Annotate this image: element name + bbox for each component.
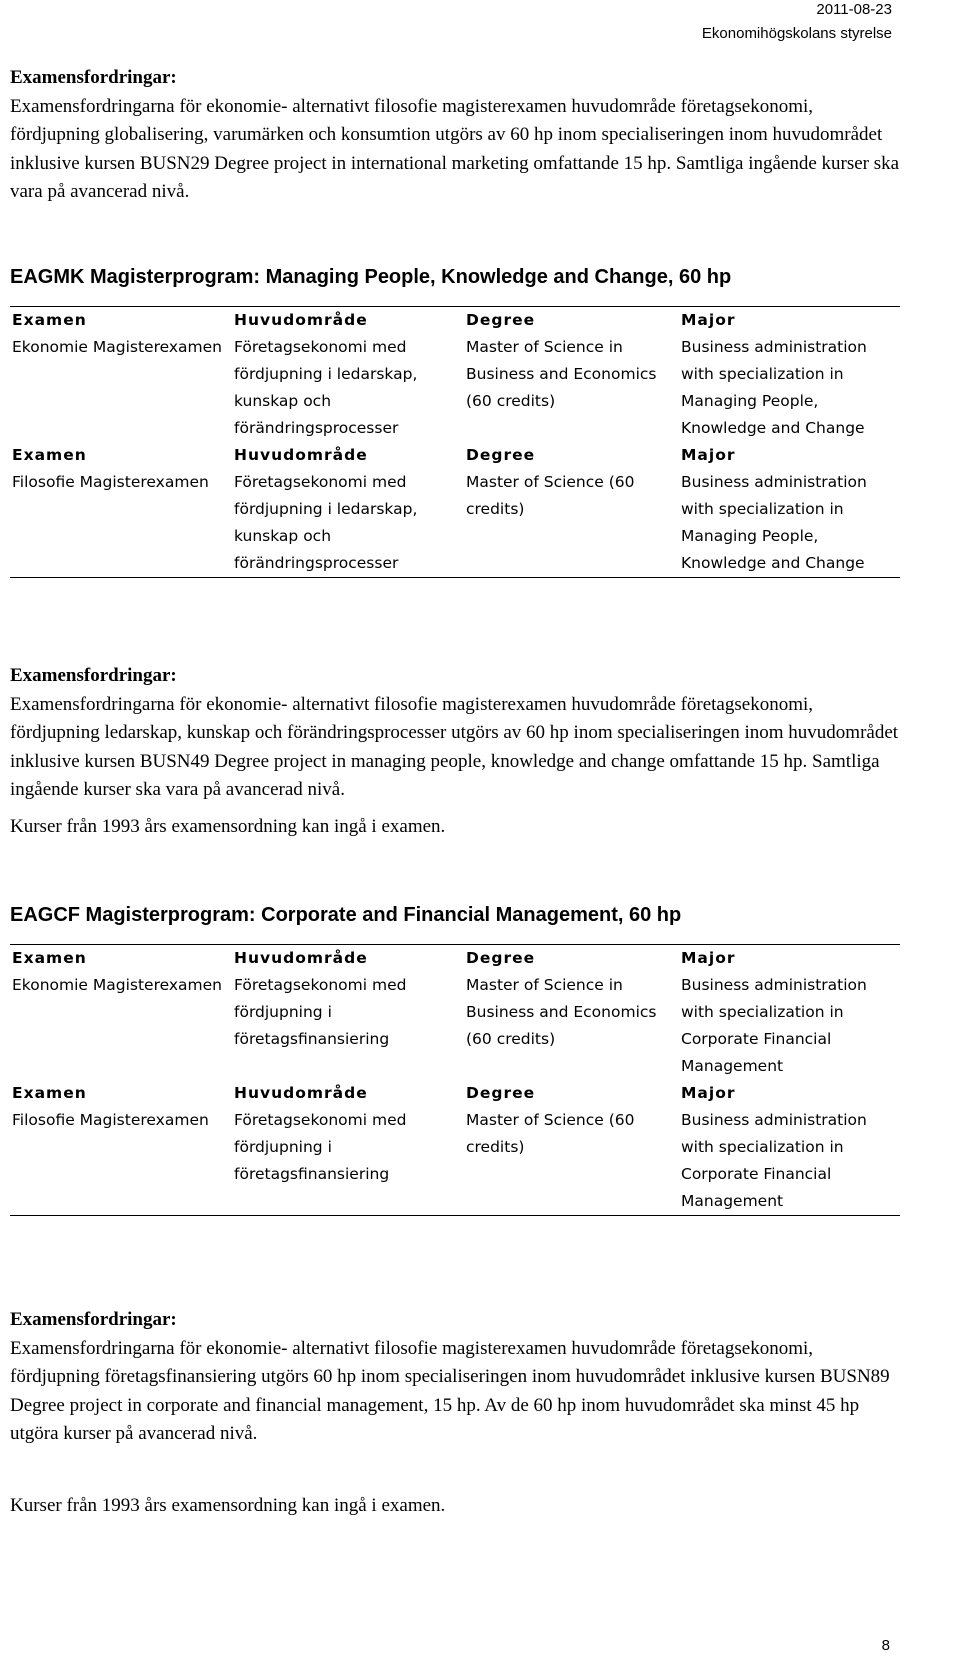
col-header-major: Major [681,949,736,967]
cell-examen: Filosofie Magisterexamen [12,1111,209,1129]
program-title-eagcf: EAGCF Magisterprogram: Corporate and Financial Management, 60 hp [10,904,682,926]
col-header-huvudomrade: Huvudområde [234,311,368,329]
requirements-section-2 [10,662,900,805]
requirements-text: Examensfordringarna för ekonomie- alternativt filosofie magisterexamen huvudområde företagsekonomi, fördjupning företagsfinansiering utgörs 60 hp inom specialiseringen inom huvudområdet inklusive kursen BUSN89 Degree project in corporate and financial management, 15 hp. Av de 60 hp inom huvudområdet ska minst 45 hp utgöra kurser på avancerad nivå. [10,1337,890,1444]
requirements-section-1 [10,64,900,207]
col-header-major: Major [681,311,736,329]
table-row [10,972,900,1080]
cell-major: Business administration with specialization in Corporate Financial Management [681,976,867,1075]
col-header-huvudomrade: Huvudområde [234,446,368,464]
col-header-major: Major [681,446,736,464]
col-header-examen: Examen [12,446,87,464]
table-header-row [10,945,900,973]
table-row [10,469,900,578]
table-row [10,334,900,442]
degree-table-eagcf [10,944,900,1216]
requirements-title: Examensfordringar: [10,1309,177,1330]
table-header-row [10,442,900,469]
col-header-examen: Examen [12,949,87,967]
degree-table-eagmk [10,306,900,578]
cell-degree: Master of Science (60 credits) [466,1111,635,1156]
col-header-examen: Examen [12,1084,87,1102]
col-header-huvudomrade: Huvudområde [234,949,368,967]
requirements-title: Examensfordringar: [10,67,177,88]
cell-huvudomrade: Företagsekonomi med fördjupning i ledarskap, kunskap och förändringsprocesser [234,338,418,437]
col-header-major: Major [681,1084,736,1102]
requirements-text: Examensfordringarna för ekonomie- alternativt filosofie magisterexamen huvudområde företagsekonomi, fördjupning globalisering, varumärken och konsumtion utgörs av 60 hp inom specialiseringen inom huvudområdet inklusive kursen BUSN29 Degree project in international marketing omfattande 15 hp. Samtliga ingående kurser ska vara på avancerad nivå. [10,95,900,202]
header-date: 2011-08-23 [816,1,892,18]
col-header-degree: Degree [466,1084,536,1102]
table-header-row [10,1080,900,1107]
requirements-section-3 [10,1306,900,1449]
cell-major: Business administration with specialization in Corporate Financial Management [681,1111,867,1210]
col-header-examen: Examen [12,311,87,329]
col-header-degree: Degree [466,311,536,329]
cell-degree: Master of Science (60 credits) [466,473,635,518]
cell-degree: Master of Science in Business and Economics (60 credits) [466,338,657,410]
note-1993: Kurser från 1993 års examensordning kan ingå i examen. [10,816,446,837]
col-header-huvudomrade: Huvudområde [234,1084,368,1102]
page-number: 8 [881,1637,890,1654]
cell-examen: Filosofie Magisterexamen [12,473,209,491]
col-header-degree: Degree [466,949,536,967]
cell-major: Business administration with specialization in Managing People, Knowledge and Change [681,473,867,572]
cell-huvudomrade: Företagsekonomi med fördjupning i ledarskap, kunskap och förändringsprocesser [234,473,418,572]
cell-huvudomrade: Företagsekonomi med fördjupning i företagsfinansiering [234,976,407,1048]
table-row [10,1107,900,1216]
cell-degree: Master of Science in Business and Economics (60 credits) [466,976,657,1048]
header-org: Ekonomihögskolans styrelse [701,25,892,42]
cell-major: Business administration with specialization in Managing People, Knowledge and Change [681,338,867,437]
program-title-eagmk: EAGMK Magisterprogram: Managing People, Knowledge and Change, 60 hp [10,266,732,288]
note-1993: Kurser från 1993 års examensordning kan ingå i examen. [10,1495,446,1516]
cell-huvudomrade: Företagsekonomi med fördjupning i företagsfinansiering [234,1111,407,1183]
cell-examen: Ekonomie Magisterexamen [12,338,223,356]
cell-examen: Ekonomie Magisterexamen [12,976,223,994]
requirements-title: Examensfordringar: [10,665,177,686]
table-header-row [10,307,900,335]
requirements-text: Examensfordringarna för ekonomie- alternativt filosofie magisterexamen huvudområde företagsekonomi, fördjupning ledarskap, kunskap och förändringsprocesser utgörs av 60 hp inom specialiseringen inom huvudområdet inklusive kursen BUSN49 Degree project in managing people, knowledge and change omfattande 15 hp. Samtliga ingående kurser ska vara på avancerad nivå. [10,693,899,800]
col-header-degree: Degree [466,446,536,464]
